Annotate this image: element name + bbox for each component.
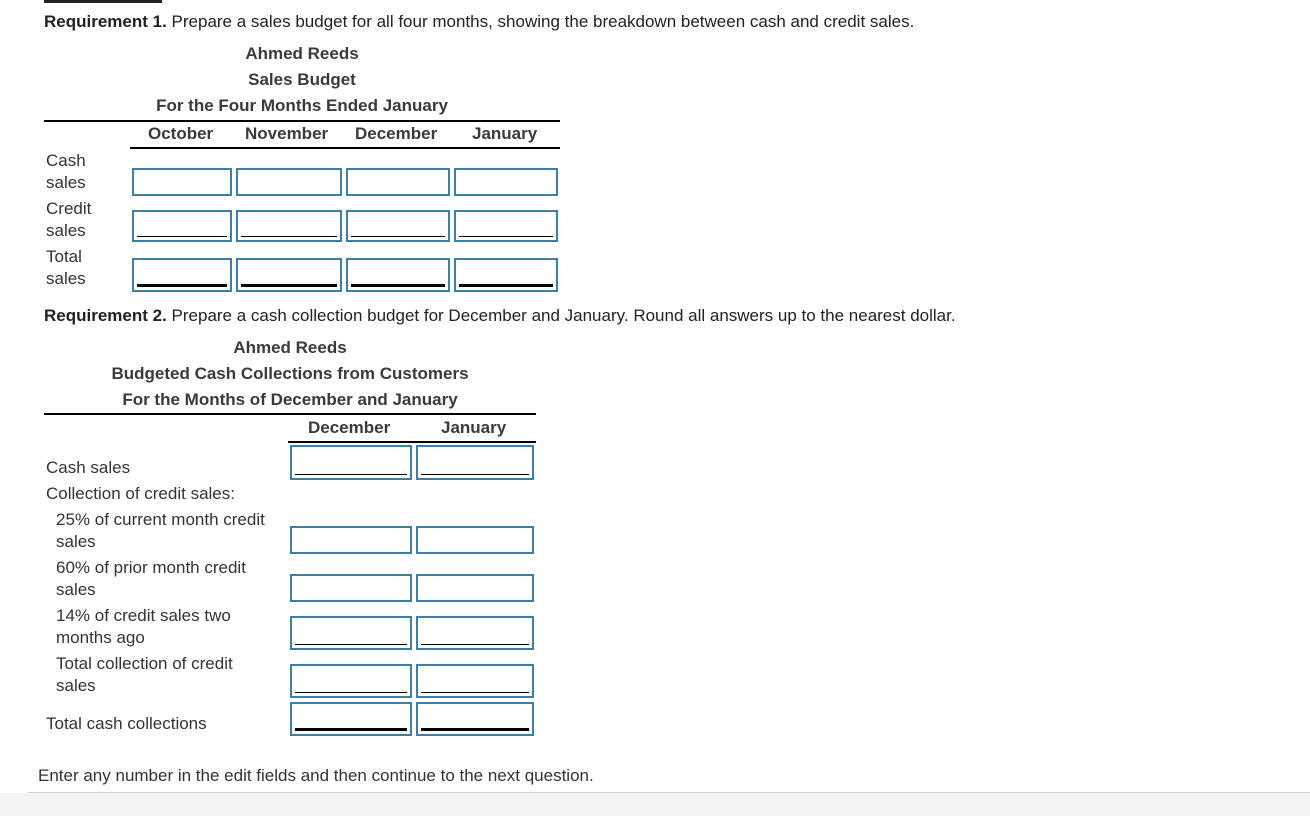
- single-underline: [421, 644, 529, 645]
- sales-budget-top-rule: [44, 120, 560, 122]
- collections-title: Budgeted Cash Collections from Customers: [111, 364, 469, 383]
- single-underline: [295, 644, 407, 645]
- label-total-collection-credit-line1: Total collection of credit: [56, 654, 233, 673]
- collections-top-rule: [44, 413, 536, 415]
- total-credit-january-input[interactable]: [420, 668, 530, 692]
- requirement-1-label: Requirement 1.: [44, 12, 167, 31]
- label-current-month-credit-line1: 25% of current month credit: [56, 510, 265, 529]
- prior-month-january-input[interactable]: [420, 578, 530, 596]
- label-total-cash-collections: Total cash collections: [46, 714, 207, 733]
- credit-sales-october-field[interactable]: [132, 210, 232, 242]
- row-label-credit-sales-line1: Credit: [46, 199, 92, 218]
- double-underline: [241, 284, 337, 287]
- collections-header-rule: [288, 441, 536, 443]
- label-current-month-credit: [56, 509, 265, 553]
- collections-header-december: December: [308, 418, 391, 437]
- total-credit-january-field[interactable]: [416, 664, 534, 698]
- label-total-collection-credit-line2: sales: [56, 676, 96, 695]
- single-underline: [241, 236, 337, 237]
- total-sales-october-input[interactable]: [136, 262, 228, 286]
- single-underline: [421, 692, 529, 693]
- double-underline: [459, 284, 553, 287]
- sales-budget-header-rule: [130, 147, 560, 149]
- single-underline: [421, 474, 529, 475]
- sales-budget-title: Sales Budget: [248, 70, 356, 89]
- requirement-1-text: [44, 12, 914, 32]
- total-sales-december-input[interactable]: [350, 262, 446, 286]
- cash-sales-january-collection-input[interactable]: [420, 449, 530, 474]
- current-month-december-field[interactable]: [290, 526, 412, 554]
- row-label-cash-sales-line2: sales: [46, 173, 86, 192]
- label-two-months-ago-line2: months ago: [56, 628, 145, 647]
- cash-sales-january-input[interactable]: [458, 172, 554, 190]
- current-month-january-field[interactable]: [416, 526, 534, 554]
- prior-month-december-input[interactable]: [294, 578, 408, 596]
- column-header-december: December: [355, 124, 438, 143]
- single-underline: [137, 236, 227, 237]
- credit-sales-december-input[interactable]: [350, 214, 446, 236]
- label-prior-month-credit-line1: 60% of prior month credit: [56, 558, 246, 577]
- cash-sales-october-field[interactable]: [132, 168, 232, 196]
- row-label-credit-sales-line2: sales: [46, 221, 86, 240]
- total-sales-january-field[interactable]: [454, 258, 558, 292]
- double-underline: [351, 284, 445, 287]
- instruction-hint: Enter any number in the edit fields and then continue to the next question.: [38, 766, 594, 785]
- cash-sales-november-input[interactable]: [240, 172, 338, 190]
- label-prior-month-credit-line2: sales: [56, 580, 96, 599]
- clipped-heading-remnant: [44, 0, 162, 3]
- single-underline: [295, 474, 407, 475]
- credit-sales-october-input[interactable]: [136, 214, 228, 236]
- prior-month-december-field[interactable]: [290, 574, 412, 602]
- current-month-december-input[interactable]: [294, 530, 408, 548]
- total-cash-january-field[interactable]: [416, 702, 534, 736]
- total-sales-december-field[interactable]: [346, 258, 450, 292]
- two-months-ago-january-field[interactable]: [416, 616, 534, 650]
- double-underline: [137, 284, 227, 287]
- label-two-months-ago-line1: 14% of credit sales two: [56, 606, 231, 625]
- cash-sales-december-collection-field[interactable]: [290, 445, 412, 480]
- two-months-ago-december-input[interactable]: [294, 620, 408, 644]
- cash-sales-december-field[interactable]: [346, 168, 450, 196]
- row-label-cash-sales-line1: Cash: [46, 151, 86, 170]
- label-collection-of-credit-sales: Collection of credit sales:: [46, 484, 235, 503]
- footer-band: [0, 793, 1310, 816]
- single-underline: [351, 236, 445, 237]
- cash-sales-january-field[interactable]: [454, 168, 558, 196]
- total-cash-december-input[interactable]: [294, 706, 408, 730]
- column-header-january: January: [472, 124, 538, 143]
- total-cash-december-field[interactable]: [290, 702, 412, 736]
- double-underline: [421, 728, 529, 731]
- total-sales-january-input[interactable]: [458, 262, 554, 286]
- collections-period: For the Months of December and January: [122, 390, 458, 409]
- row-label-total-sales-line2: sales: [46, 269, 86, 288]
- credit-sales-january-field[interactable]: [454, 210, 558, 242]
- single-underline: [459, 236, 553, 237]
- single-underline: [295, 692, 407, 693]
- column-header-november: November: [245, 124, 329, 143]
- credit-sales-january-input[interactable]: [458, 214, 554, 236]
- prior-month-january-field[interactable]: [416, 574, 534, 602]
- total-credit-december-field[interactable]: [290, 664, 412, 698]
- requirement-2-description: Prepare a cash collection budget for December and January. Round all answers up to the nearest dollar.: [166, 306, 956, 325]
- cash-sales-october-input[interactable]: [136, 172, 228, 190]
- double-underline: [295, 728, 407, 731]
- credit-sales-december-field[interactable]: [346, 210, 450, 242]
- total-cash-january-input[interactable]: [420, 706, 530, 730]
- label-cash-sales: Cash sales: [46, 458, 131, 477]
- requirement-1-description: Prepare a sales budget for all four months, showing the breakdown between cash and credit sales.: [166, 12, 915, 31]
- total-sales-october-field[interactable]: [132, 258, 232, 292]
- two-months-ago-january-input[interactable]: [420, 620, 530, 644]
- label-current-month-credit-line2: sales: [56, 532, 96, 551]
- collections-company: Ahmed Reeds: [233, 338, 347, 357]
- cash-sales-november-field[interactable]: [236, 168, 342, 196]
- row-label-cash-sales: [46, 150, 86, 194]
- requirement-2-text: [44, 306, 956, 326]
- column-header-october: October: [148, 124, 214, 143]
- row-label-credit-sales: [46, 198, 91, 242]
- cash-sales-december-input[interactable]: [350, 172, 446, 190]
- two-months-ago-december-field[interactable]: [290, 616, 412, 650]
- total-credit-december-input[interactable]: [294, 668, 408, 692]
- label-total-collection-credit: [56, 653, 233, 697]
- label-prior-month-credit: [56, 557, 246, 601]
- cash-sales-december-collection-input[interactable]: [294, 449, 408, 474]
- row-label-total-sales-line1: Total: [46, 247, 82, 266]
- requirement-2-label: Requirement 2.: [44, 306, 167, 325]
- sales-budget-company: Ahmed Reeds: [245, 44, 359, 63]
- total-sales-november-input[interactable]: [240, 262, 338, 286]
- collections-header-january: January: [441, 418, 507, 437]
- label-two-months-ago: [56, 605, 231, 649]
- sales-budget-period: For the Four Months Ended January: [156, 96, 448, 115]
- current-month-january-input[interactable]: [420, 530, 530, 548]
- row-label-total-sales: [46, 246, 86, 290]
- total-sales-november-field[interactable]: [236, 258, 342, 292]
- credit-sales-november-field[interactable]: [236, 210, 342, 242]
- cash-sales-january-collection-field[interactable]: [416, 445, 534, 480]
- credit-sales-november-input[interactable]: [240, 214, 338, 236]
